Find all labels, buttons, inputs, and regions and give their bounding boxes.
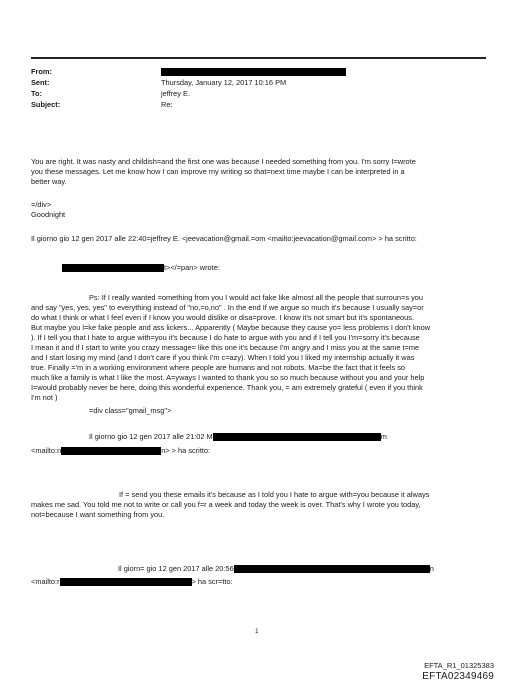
redaction-from [161,68,346,76]
doc-id-2: EFTA02349469 [422,671,494,682]
quote2-start: Il giorno gio 12 gen 2017 alle 21:02 M [89,432,213,441]
text-line: not=because I want something from you. [31,510,165,519]
text-line: much like a family is what I like the most. A=yways I wanted to thank you so so much because without you and your help [31,373,425,382]
mailto2-start: <mailto:r [31,577,60,586]
text-line: If = send you these emails it's because as I told you I hate to argue with=you because it always [119,490,430,499]
quote-line-3 [118,564,434,574]
mailto-line-2 [31,577,233,587]
quote2-end: m [380,432,387,441]
mailto1-start: <mailto:n [31,446,62,455]
div-close-text: =/div> [31,200,52,209]
redaction-mailto1 [61,447,161,455]
to-value: jeffrey E. [161,89,191,98]
text-line: makes me sad. You told me not to write or call you f=r a week and today the week is over. That's why I wrote you today, [31,500,421,509]
wrote-text: t></=pan> wrote: [164,263,220,272]
text-line: Ps: If I really wanted =omething from you I would act fake like almost all the people that surroun=s you [89,293,423,302]
redaction-quote2 [213,433,381,441]
sent-value: Thursday, January 12, 2017 10:16 PM [161,78,287,87]
text-line: You are right. It was nasty and childish=and the first one was because I needed something from you. I'm sorry I=wrote [31,157,416,166]
goodnight-text: Goodnight [31,210,66,219]
reply-paragraph [31,157,416,187]
text-line: I'm not ) [31,393,58,402]
quote-line-1: Il giorno gio 12 gen 2017 alle 22:40=jeffrey E. <jeevacation@gmail.=om <mailto:jeevacation@gmail.com> > ha scritto: [31,234,417,243]
text-line: But maybe you l=ke fake people and ass lickers... Apparently ( Maybe because they cause yo= less problems I don't know [31,323,431,332]
text-line: you these messages. Let me know how I can improve my writing so that=next time maybe I can be interpreted in a [31,167,405,176]
text-line: better way. [31,177,67,186]
to-label: To: [31,89,42,98]
redaction-quote3 [234,565,430,573]
text-line: I=would probably never be here, doing this wonderful experience. Thank you, = am extremely grateful ( even if you think [31,383,423,392]
quote3-end: n [429,564,434,573]
ps-paragraph [31,293,430,403]
gmail-div-text: =div class="gmail_msg"> [89,406,172,415]
text-line: and I start losing my mind (and I don't care if you think I'm c=azy). When I told you I liked my internship actually it was [31,353,415,362]
redaction-mailto2 [60,578,192,586]
doc-id-1: EFTA_R1_01325383 [424,661,494,670]
mailto-line-1 [31,446,210,456]
redaction-sender [62,264,164,272]
mailto2-end: > ha scr=tto: [191,577,233,586]
quote3-start: Il giorn= gio 12 gen 2017 alle 20:56 [118,564,234,573]
text-line: do what I think or what I feel even if I know you would dislike or disa=prove. I know it's not smart but it's spontaneous. [31,313,415,322]
text-line: ). If I tell you that I hate to argue with=you it's because I do hate to argue with you and if I tell you I'm=sorry it's because [31,333,420,342]
header-rule [31,57,486,59]
para3 [31,490,429,520]
mailto1-end: n> > ha scritto: [161,446,211,455]
quote-line-2 [89,432,387,442]
page-number: 1 [255,628,259,635]
text-line: true. Finally ='m in a working environment where people are humans and not robots. Ma=be the fact that it feels so [31,363,406,372]
closing [31,200,65,220]
text-line: and say "yes, yes, yes" to everything instead of "no,=o,no" . In the end If we argue so much it's because I usually say=or [31,303,424,312]
subject-label: Subject: [31,100,61,109]
from-label: From: [31,67,52,76]
sent-label: Sent: [31,78,50,87]
subject-value: Re: [161,100,173,109]
wrote-line [62,263,220,273]
text-line: I mean it and if I start to write you crazy message= like this one it's because I'm angry and I miss you at the same t=me [31,343,420,352]
